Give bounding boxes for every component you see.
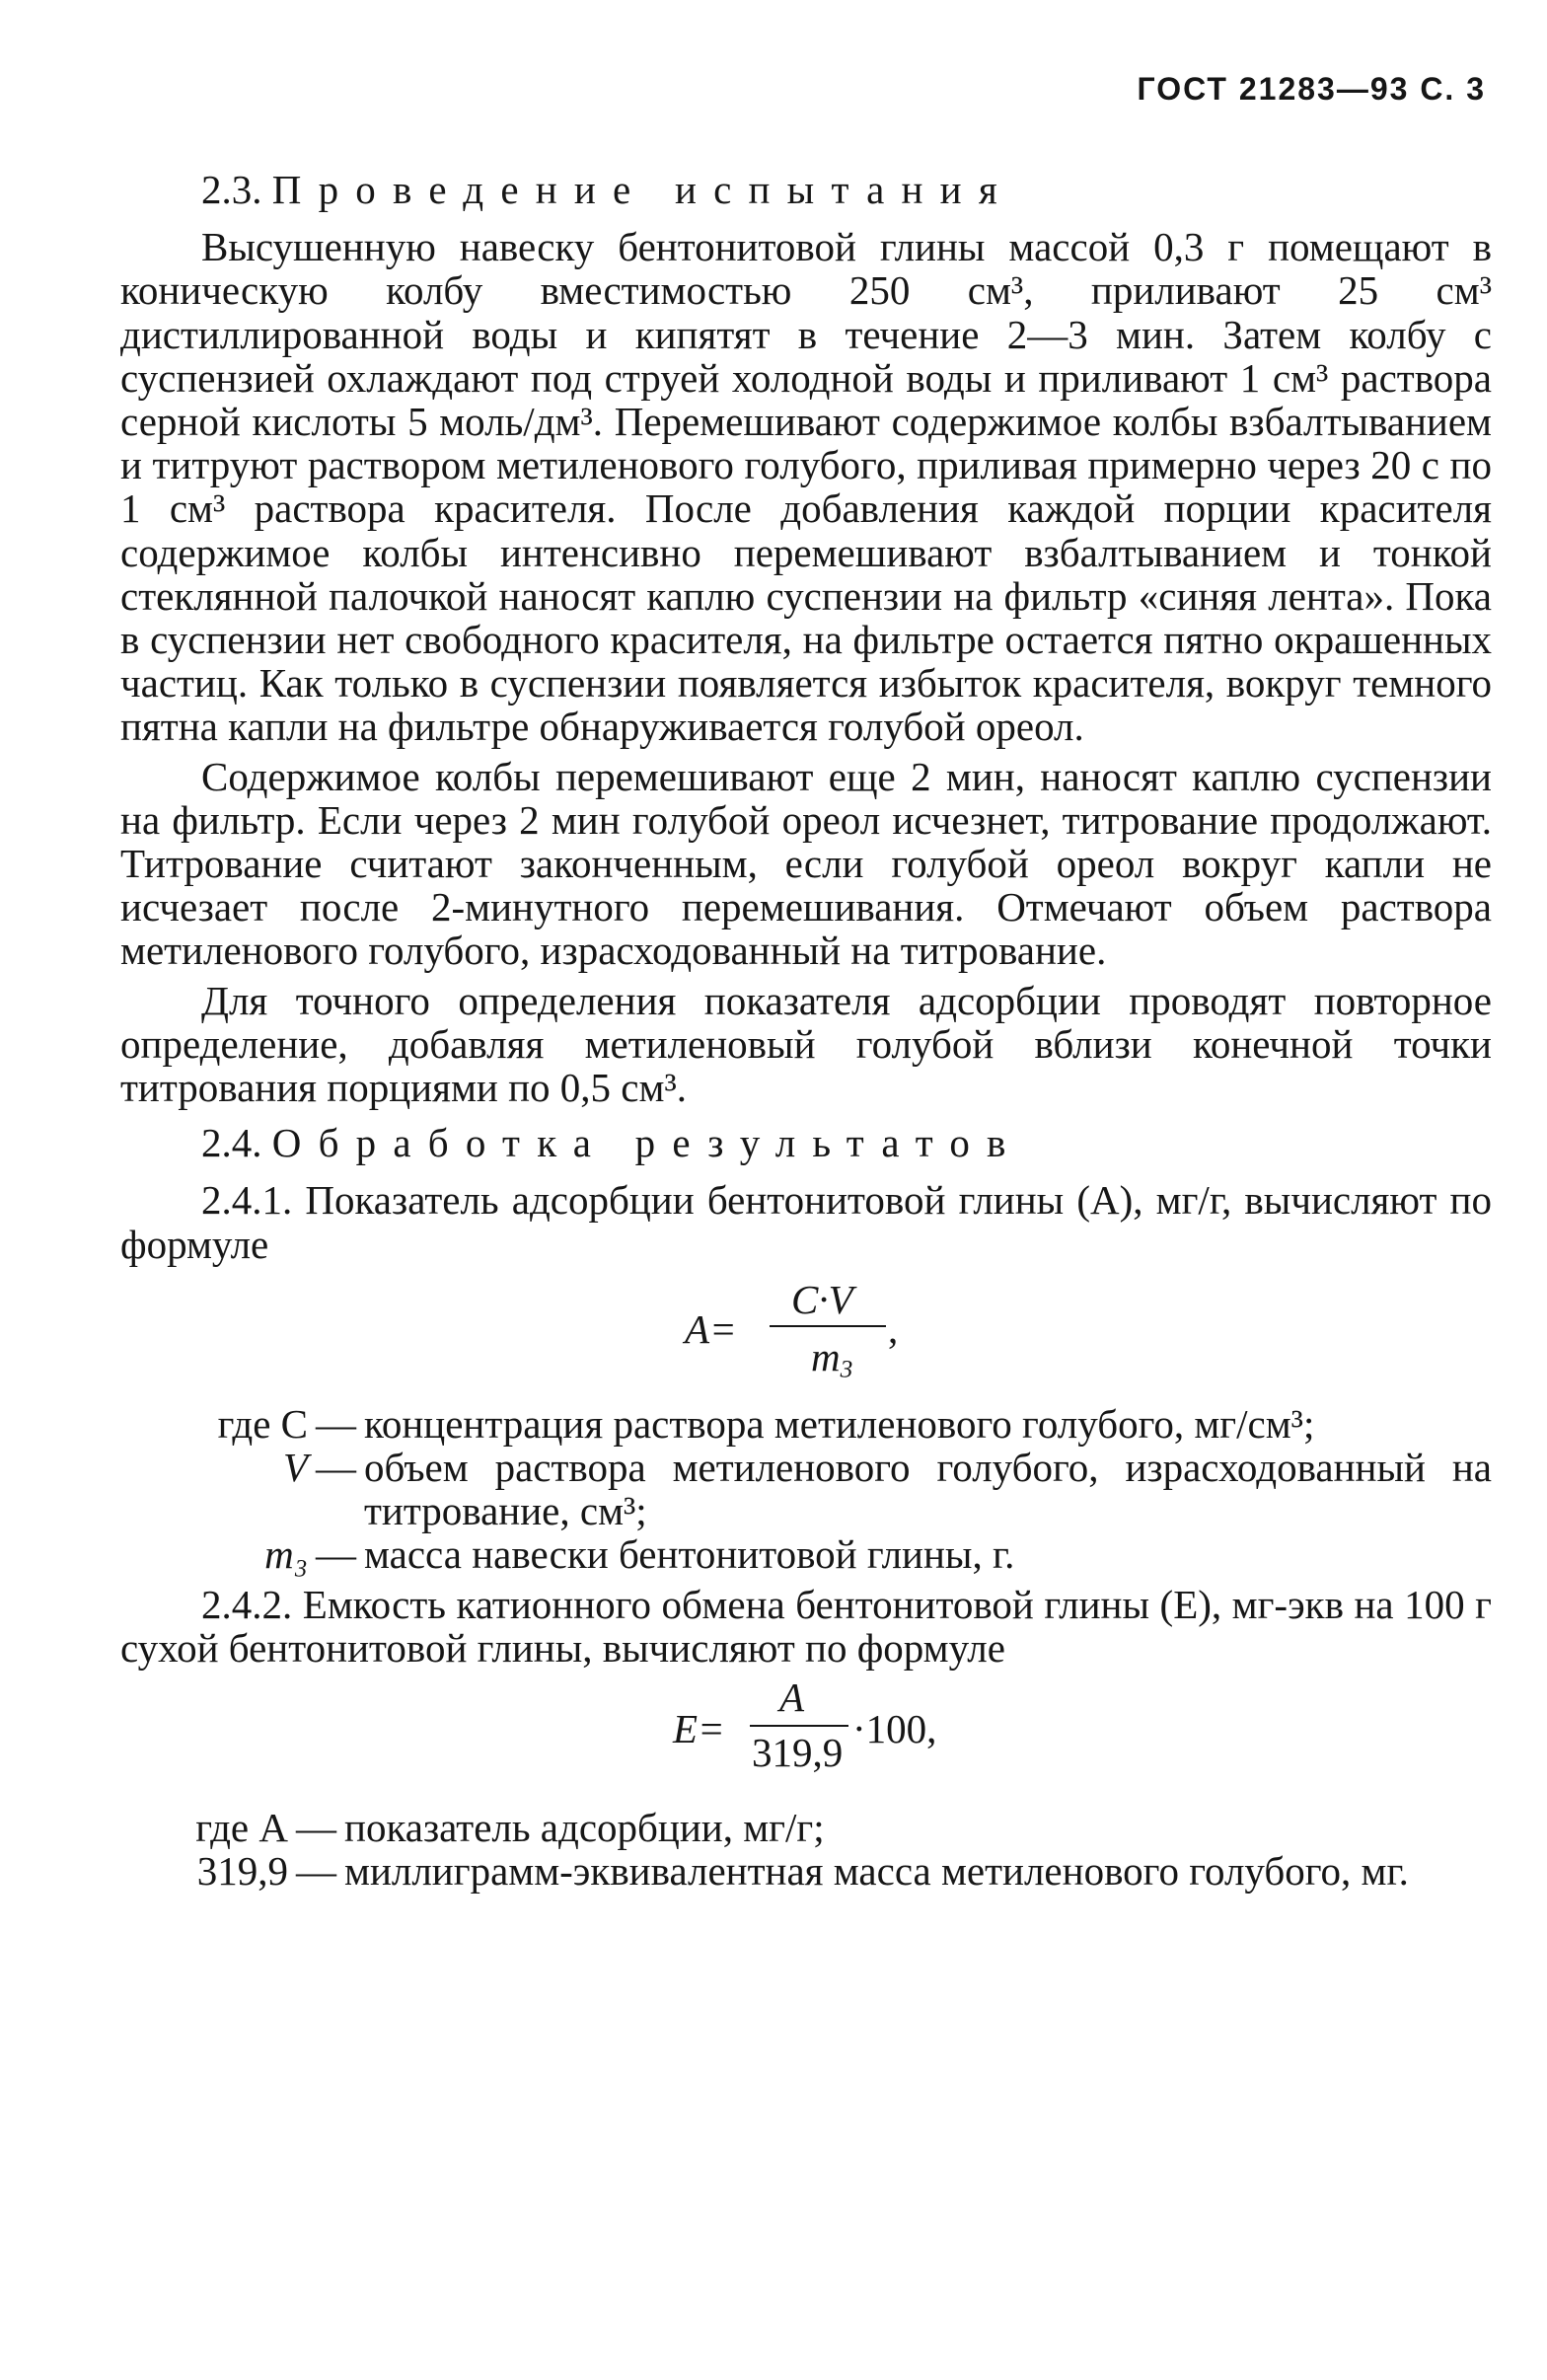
paragraph-procedure-2: Содержимое колбы перемешивают еще 2 мин, наносят каплю суспензии на фильтр. Если через 2 мин голубой ореол исчезнет, титрование продолжают. Титрование считают законченным, если голубой ореол вокруг капли не исчезает после 2-минутного перемешивания. Отмечают объем раствора метиленового голубого, израсходованный на титрование. xyxy=(120,753,1492,974)
section-number: 2.4. xyxy=(201,1120,262,1166)
section-title: Обработка результатов xyxy=(271,1120,1023,1166)
formula-numerator: C·V xyxy=(791,1276,853,1322)
formula-legend-1 xyxy=(120,1402,1492,1577)
legend-dash: — xyxy=(316,1531,356,1578)
legend-symbol: m₃ xyxy=(264,1531,308,1578)
section-heading-2-4 xyxy=(120,1121,1492,1164)
formula-trail: ·100, xyxy=(852,1706,937,1752)
formula-numerator: A xyxy=(779,1674,805,1721)
denominator-subscript: 3 xyxy=(840,1355,853,1383)
paragraph-2-4-1: 2.4.1. Показатель адсорбции бентонитовой глины (A), мг/г, вычисляют по формуле xyxy=(120,1177,1492,1267)
fraction-bar xyxy=(770,1325,886,1327)
formula-denominator xyxy=(811,1333,853,1383)
document-body xyxy=(120,168,1492,1899)
section-heading-2-3 xyxy=(120,168,1492,211)
formula-lhs: E= xyxy=(673,1706,725,1752)
legend-dash: — xyxy=(296,1805,336,1851)
legend-text: объем раствора метиленового голубого, израсходованный на титрование, см³; xyxy=(364,1445,1492,1534)
legend-row xyxy=(120,1446,1492,1532)
doc-reference: ГОСТ 21283—93 С. 3 xyxy=(1137,71,1486,107)
denominator-symbol: m xyxy=(811,1333,841,1379)
section-number: 2.3. xyxy=(201,167,262,212)
page-header xyxy=(1137,71,1486,108)
legend-text: миллиграмм-эквивалентная масса метиленового голубого, мг. xyxy=(344,1848,1409,1895)
formula-exchange-capacity xyxy=(120,1674,1492,1796)
formula-legend-2 xyxy=(120,1806,1492,1893)
formula-lhs: A= xyxy=(685,1305,737,1352)
legend-symbol: где A xyxy=(195,1805,288,1851)
formula-trail: , xyxy=(888,1305,899,1352)
paragraph-2-4-2: 2.4.2. Емкость катионного обмена бентонитовой глины (E), мг-экв на 100 г сухой бентонитовой глины, вычисляют по формуле xyxy=(120,1581,1492,1671)
section-title: Проведение испытания xyxy=(271,167,1014,212)
legend-symbol: где C xyxy=(217,1400,308,1447)
paragraph-procedure-3: Для точного определения показателя адсорбции проводят повторное определение, добавляя метиленовый голубой вблизи конечной точки титрования порциями по 0,5 см³. xyxy=(120,977,1492,1111)
fraction-bar xyxy=(750,1725,848,1727)
legend-row xyxy=(120,1402,1492,1446)
formula-denominator: 319,9 xyxy=(752,1730,844,1776)
legend-text: показатель адсорбции, мг/г; xyxy=(344,1805,825,1851)
legend-symbol: 319,9 xyxy=(196,1848,288,1895)
legend-row xyxy=(120,1806,1492,1849)
legend-dash: — xyxy=(296,1848,336,1895)
legend-row xyxy=(120,1849,1492,1893)
legend-symbol: V xyxy=(282,1445,308,1491)
legend-text: концентрация раствора метиленового голубого, мг/см³; xyxy=(364,1400,1315,1447)
formula-adsorption xyxy=(120,1274,1492,1392)
legend-text: масса навески бентонитовой глины, г. xyxy=(364,1531,1015,1578)
legend-row xyxy=(120,1532,1492,1576)
legend-dash: — xyxy=(316,1445,356,1491)
paragraph-procedure-1: Высушенную навеску бентонитовой глины массой 0,3 г помещают в коническую колбу вместимостью 250 см³, приливают 25 см³ дистиллированной воды и кипятят в течение 2—3 мин. Затем колбу с суспензией охлаждают под струей холодной воды и приливают 1 см³ раствора серной кислоты 5 моль/дм³. Перемешивают содержимое колбы взбалтыванием и титруют раствором метиленового голубого, приливая примерно через 20 с по 1 см³ раствора красителя. После добавления каждой порции красителя содержимое колбы интенсивно перемешивают взбалтыванием и тонкой стеклянной палочкой наносят каплю суспензии на фильтр «синяя лента». Пока в суспензии нет свободного красителя, на фильтре остается пятно окрашенных частиц. Как только в суспензии появляется избыток красителя, вокруг темного пятна капли на фильтре обнаруживается голубой ореол. xyxy=(120,224,1492,750)
legend-dash: — xyxy=(316,1400,356,1447)
